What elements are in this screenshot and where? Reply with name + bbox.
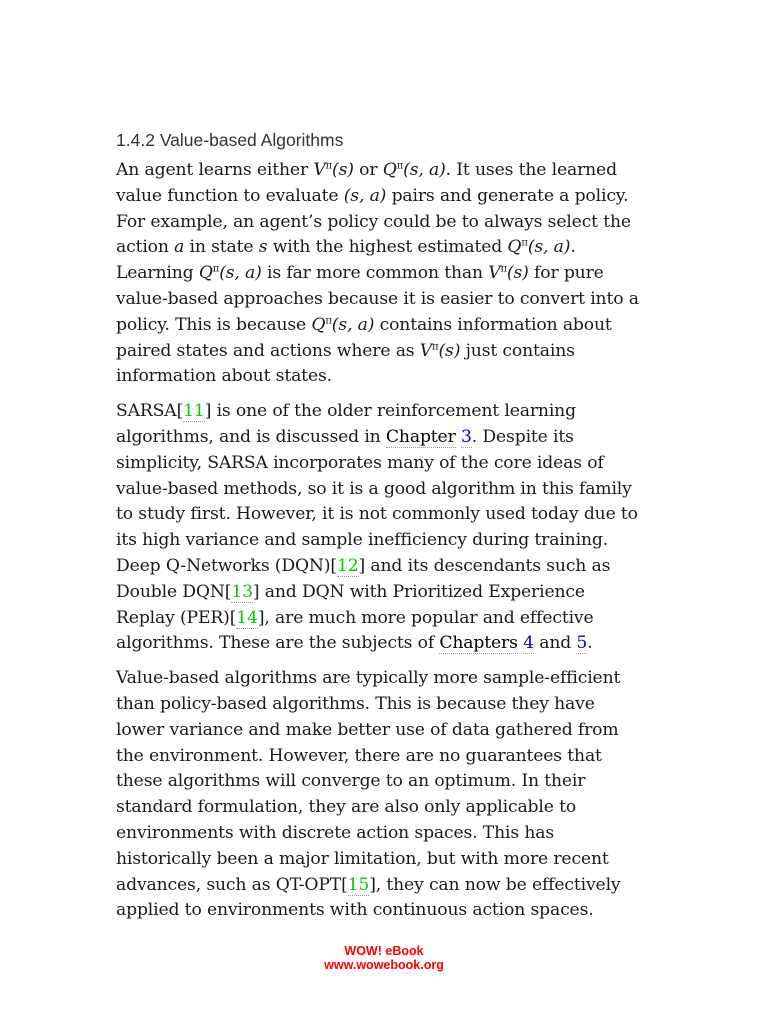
chapter-link[interactable]: Chapter xyxy=(385,426,456,447)
citation-link-13[interactable]: 13 xyxy=(231,581,253,602)
section-heading xyxy=(116,128,648,152)
paragraph-3: Value-based algorithms are typically more sample-efficient than policy-based algorithms. This is because they have lower variance and make better use of data gathered from the environment. However, there are no guarantees that these algorithms will converge to an optimum. In their standard formulation, they are also only applicable to environments with discrete action spaces. This has historically been a major limitation, but with more recent advances, such as QT-OPT[15], they can now be effectively applied to environments with continuous action spaces. xyxy=(116,668,621,921)
paragraph-1: An agent learns either $V^\pi(s)$ or $Q^\pi(s$, a). It uses the learned value function to evaluate (s, a) pairs and generate a policy. For example, an agent’s policy could be to always select the action a in state s with the highest estimated $Q^\pi(s$, a). Learning $Q^\pi(s$, a) is far more common than $V^\pi(s)$ for pure value-based approaches because it is easier to convert into a policy. This is because $Q^\pi(s$, a) contains information about paired states and actions where as $V^\pi(s)$ just contains information about states. xyxy=(116,160,639,387)
watermark-line-1: WOW! eBook xyxy=(344,944,424,958)
chapter-5-link[interactable]: 5 xyxy=(576,633,588,654)
chapter-3-link[interactable]: 3 xyxy=(460,426,472,447)
page-content xyxy=(116,128,648,933)
citation-link-15[interactable]: 15 xyxy=(347,874,370,895)
section-number: 1.4.2 xyxy=(116,130,155,150)
chapters-link[interactable]: Chapters xyxy=(439,633,518,654)
citation-link-11[interactable]: 11 xyxy=(183,401,205,422)
watermark-footer xyxy=(0,944,768,972)
chapter-4-link[interactable]: 4 xyxy=(523,633,534,654)
paragraph-2: SARSA[11] is one of the older reinforcement learning algorithms, and is discussed in Chapter 3. Despite its simplicity, SARSA incorporates many of the core ideas of value-based methods, so it is a good algorithm in this family to study first. However, it is not commonly used today due to its high variance and sample inefficiency during training. Deep Q-Networks (DQN)[12] and its descendants such as Double DQN[13] and DQN with Prioritized Experience Replay (PER)[14], are much more popular and effective algorithms. These are the subjects of Chapters 4 and 5. xyxy=(116,401,638,654)
watermark-line-2: www.wowebook.org xyxy=(324,958,444,972)
citation-link-14[interactable]: 14 xyxy=(236,607,258,628)
citation-link-12[interactable]: 12 xyxy=(336,555,359,576)
section-title: Value-based Algorithms xyxy=(159,130,344,150)
